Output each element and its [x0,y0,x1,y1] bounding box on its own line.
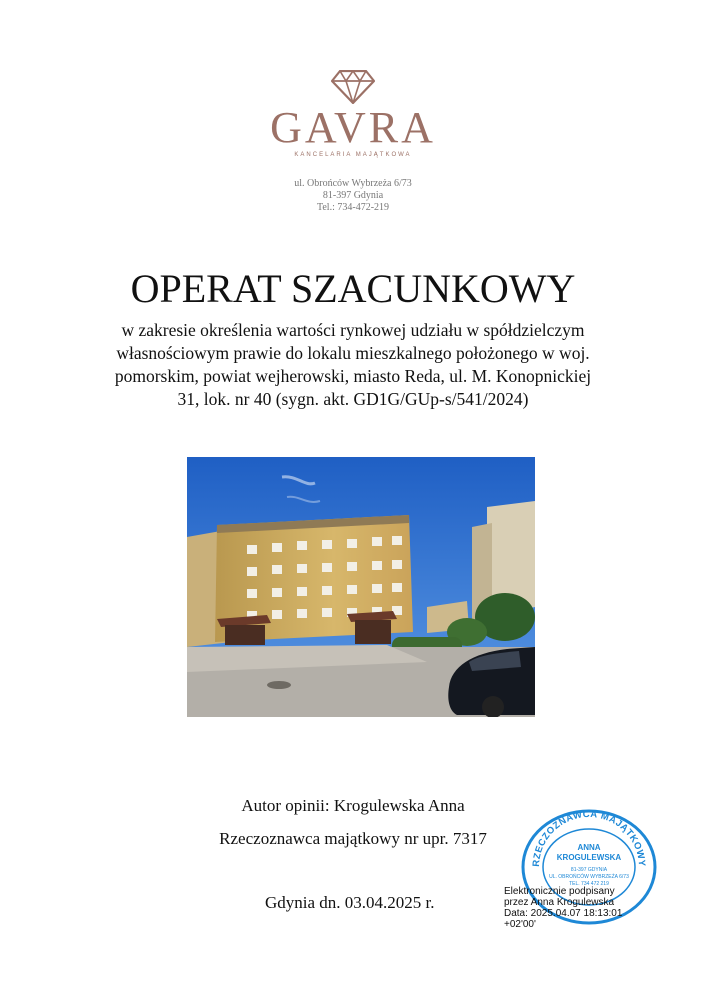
stamp-ring-text: RZECZOZNAWCA MAJĄTKOWY [530,808,648,868]
address-city: 81-397 Gdynia [322,190,384,201]
signature-line: Data: 2025.04.07 18:13:01 [504,908,623,919]
subtitle-line: w zakresie określenia wartości rynkowej udziału w spółdzielczym [121,320,585,340]
document-date: Gdynia dn. 03.04.2025 r. [265,893,435,912]
svg-text:TEL. 734 472 219: TEL. 734 472 219 [569,881,609,887]
subtitle-line: 31, lok. nr 40 (sygn. akt. GD1G/GUp-s/541/2024) [177,389,529,409]
office-address [0,178,706,214]
svg-text:UL. OBROŃCÓW WYBRZEŻA 6/73: UL. OBROŃCÓW WYBRZEŻA 6/73 [549,874,629,880]
electronic-signature [504,886,694,930]
address-street: ul. Obrońców Wybrzeża 6/73 [294,178,412,189]
author: Autor opinii: Krogulewska Anna [241,796,465,815]
brand-name: GAVRA [270,103,436,152]
building-photo [187,457,535,717]
appraiser-license: Rzeczoznawca majątkowy nr upr. 7317 [219,829,487,848]
signature-line: przez Anna Krogulewska [504,897,615,908]
subtitle-line: własnościowym prawie do lokalu mieszkalnego położonego w woj. [116,343,590,363]
document-subtitle [90,319,616,411]
signature-line: Elektronicznie podpisany [504,886,615,897]
address-phone: Tel.: 734-472-219 [316,202,390,213]
brand-tagline: KANCELARIA MAJĄTKOWA [294,152,412,158]
logo [0,70,706,104]
svg-text:ANNA: ANNA [577,843,601,852]
svg-text:KROGULEWSKA: KROGULEWSKA [556,853,622,862]
subtitle-line: pomorskim, powiat wejherowski, miasto Reda, ul. M. Konopnickiej [114,366,592,386]
svg-text:81-397 GDYNIA: 81-397 GDYNIA [570,867,608,873]
diamond-icon [331,70,375,104]
document-title: OPERAT SZACUNKOWY [130,266,576,311]
signature-line: +02'00' [504,919,536,930]
